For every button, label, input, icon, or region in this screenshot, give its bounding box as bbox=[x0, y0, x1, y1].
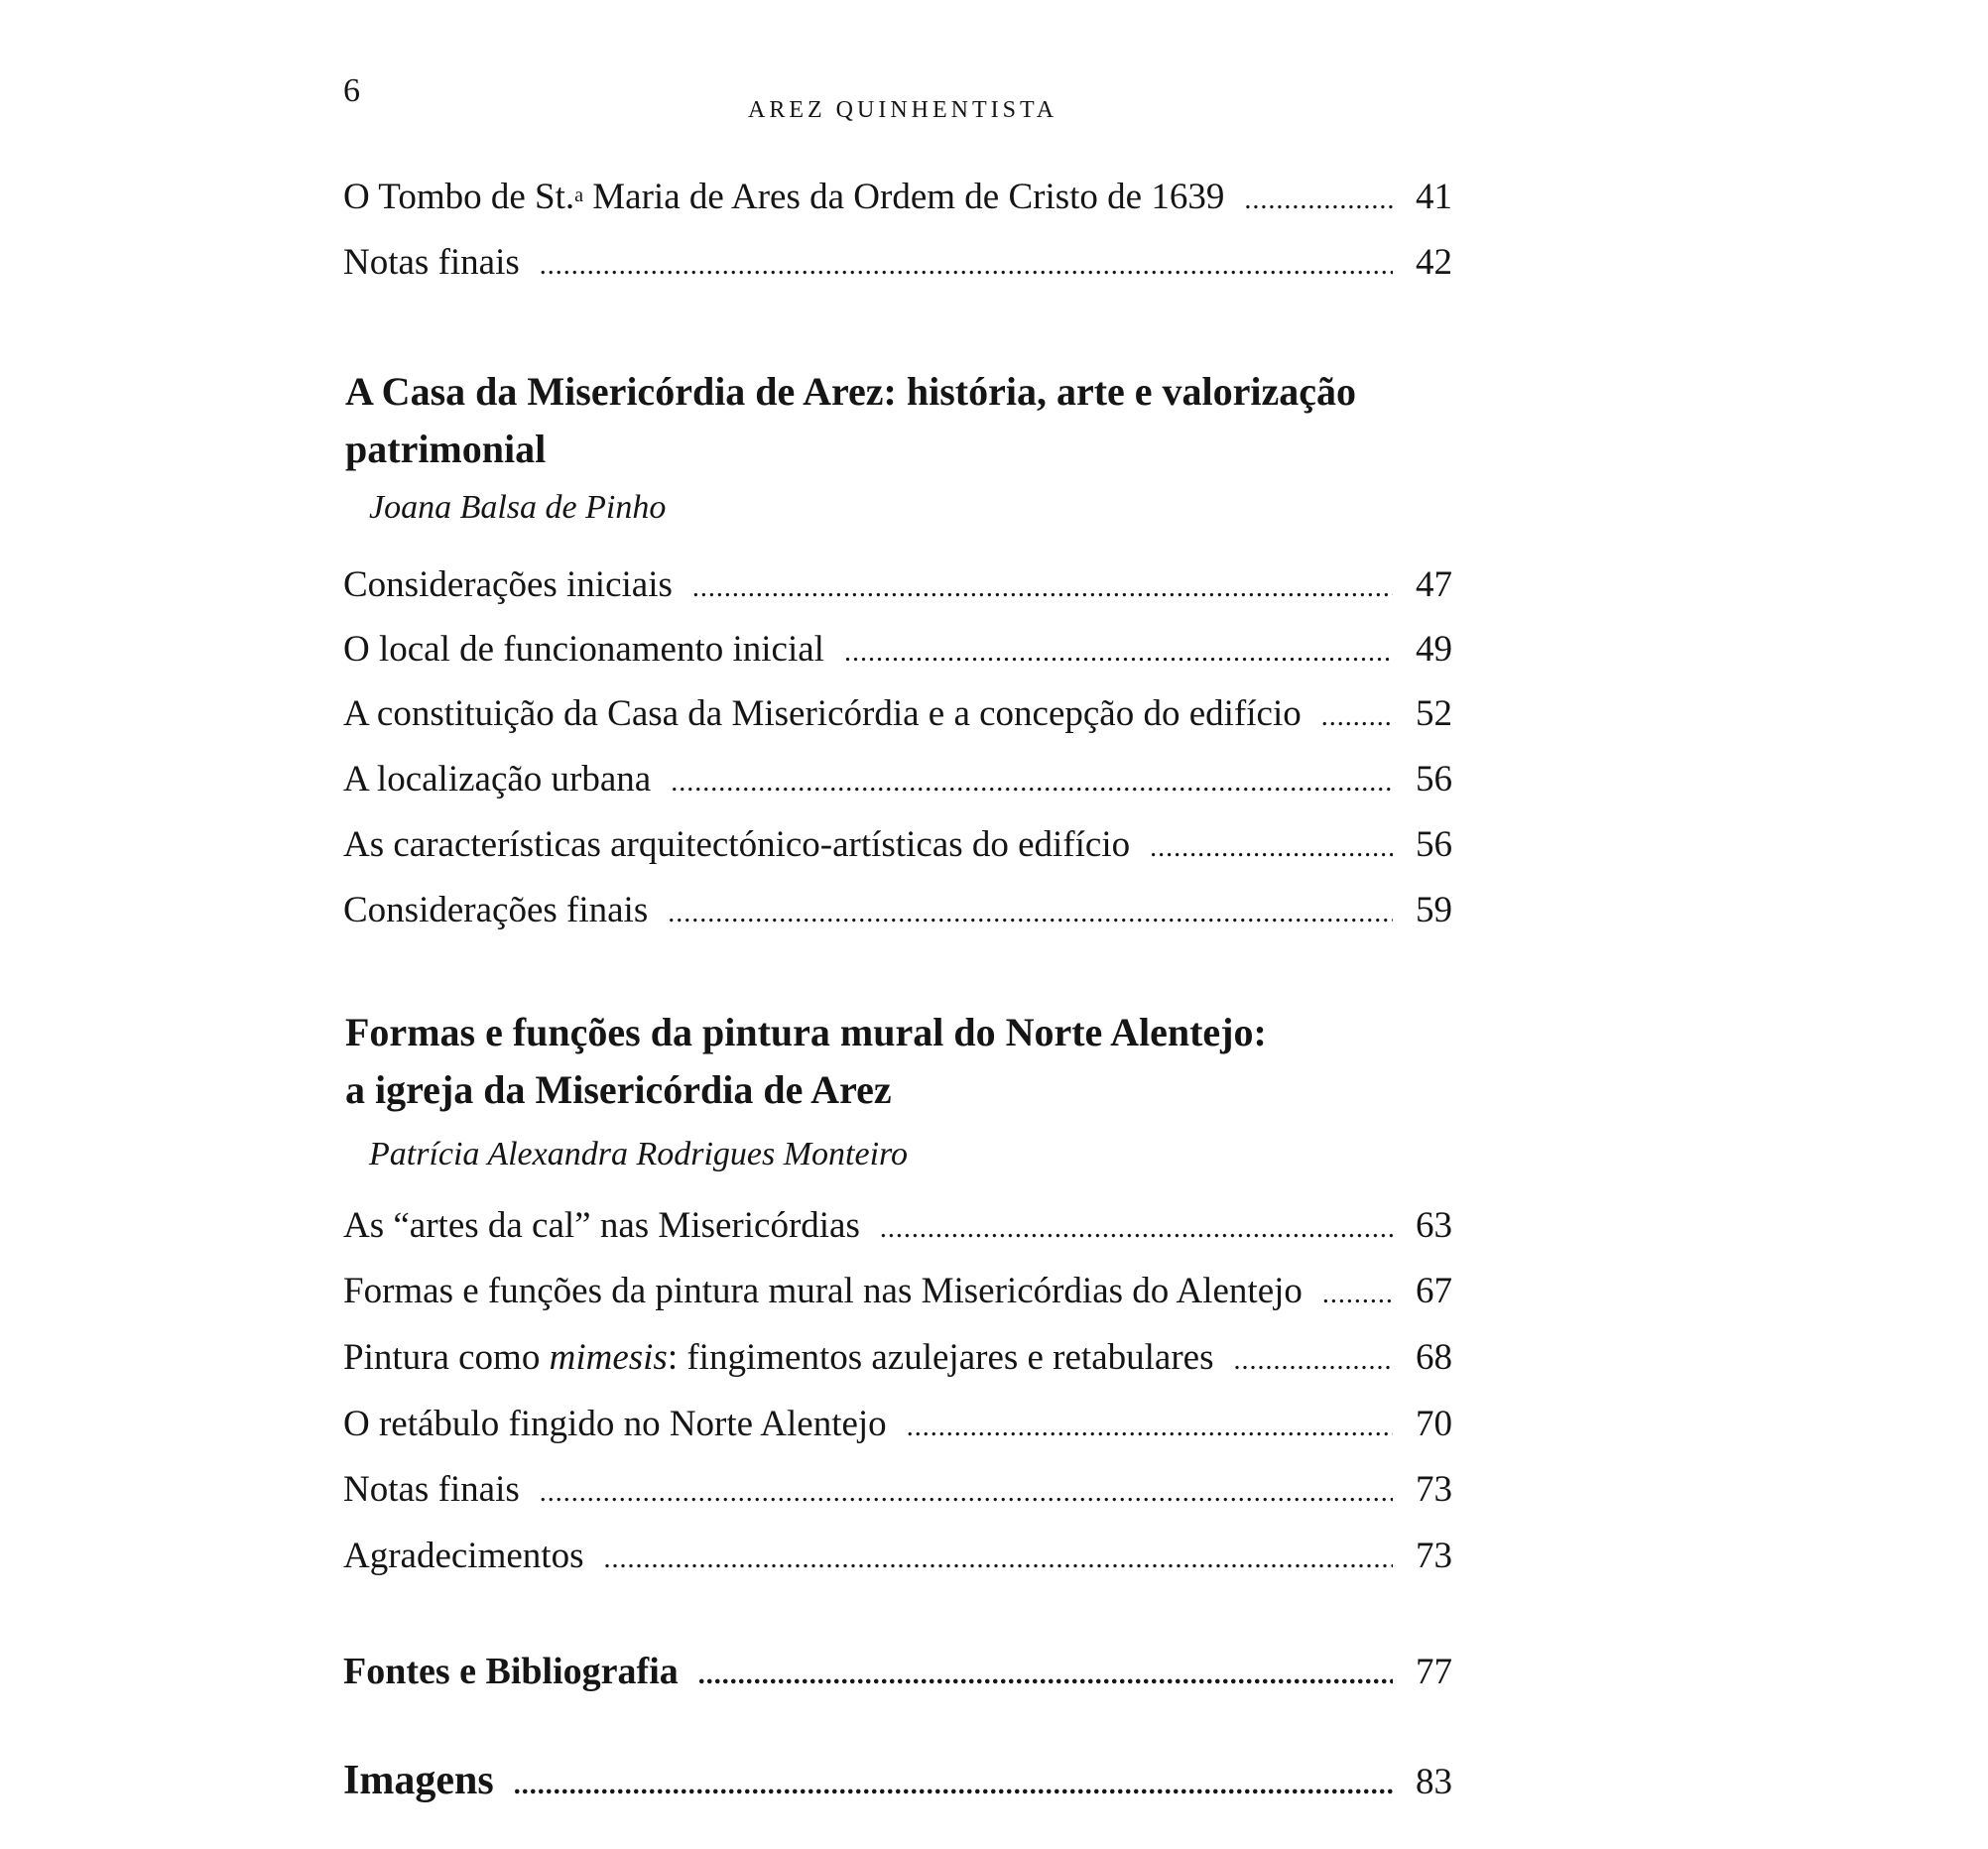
toc-entry-page: 56 bbox=[1416, 824, 1452, 865]
toc-entry-label: As “artes da cal” nas Misericórdias bbox=[343, 1205, 860, 1246]
toc-entry-page: 52 bbox=[1416, 693, 1452, 734]
dot-leader bbox=[692, 565, 1393, 611]
toc-entry-page: 42 bbox=[1416, 242, 1452, 283]
toc-entry bbox=[343, 240, 1452, 289]
toc-entry-label: A localização urbana bbox=[343, 759, 652, 800]
toc-entry-page: 59 bbox=[1416, 890, 1452, 930]
dot-leader bbox=[844, 630, 1393, 676]
toc-entry-page: 49 bbox=[1416, 629, 1452, 670]
section-title: A Casa da Misericórdia de Arez: história, arte e valorização patrimonial bbox=[345, 369, 1357, 471]
toc-entry bbox=[343, 1335, 1452, 1384]
toc-entry-page: 73 bbox=[1416, 1536, 1452, 1576]
toc-entry bbox=[343, 691, 1452, 740]
toc-entry-page: 56 bbox=[1416, 759, 1452, 800]
toc-entry-label: Pintura como mimesis: fingimentos azulejares e retabulares bbox=[343, 1337, 1214, 1378]
toc-entry bbox=[343, 1269, 1452, 1317]
dot-leader bbox=[514, 1763, 1393, 1808]
toc-entry bbox=[343, 1467, 1452, 1516]
dot-leader bbox=[671, 760, 1393, 805]
toc-entry-label: O retábulo fingido no Norte Alentejo bbox=[343, 1404, 887, 1444]
toc-entry-page: 70 bbox=[1416, 1404, 1452, 1444]
dot-leader bbox=[1322, 1272, 1393, 1317]
toc-entry-page: 73 bbox=[1416, 1469, 1452, 1510]
toc-entry bbox=[343, 822, 1452, 871]
toc-entry-label: As características arquitectónico-artísticas do edifício bbox=[343, 824, 1131, 865]
toc-entry bbox=[343, 757, 1452, 805]
toc-entry-label: Notas finais bbox=[343, 1469, 520, 1510]
toc-entry-page: 83 bbox=[1416, 1762, 1452, 1802]
toc-entry bbox=[343, 888, 1452, 936]
toc-entry-page: 67 bbox=[1416, 1271, 1452, 1311]
page-number: 6 bbox=[343, 72, 360, 109]
toc-entry-page: 63 bbox=[1416, 1205, 1452, 1246]
dot-leader bbox=[907, 1405, 1393, 1450]
toc-entry-bibliography bbox=[343, 1649, 1452, 1698]
toc-entry bbox=[343, 1402, 1452, 1450]
toc-entry-page: 77 bbox=[1416, 1652, 1452, 1692]
toc-entry-label: O Tombo de St.$^a$ Maria de Ares da Ordem de Cristo de 1639 bbox=[343, 177, 1225, 217]
dot-leader bbox=[698, 1653, 1393, 1698]
toc-entry-page: 68 bbox=[1416, 1337, 1452, 1378]
toc-entry-images bbox=[343, 1758, 1452, 1808]
dot-leader bbox=[1244, 178, 1393, 223]
toc-entry bbox=[343, 175, 1452, 223]
dot-leader bbox=[668, 891, 1393, 936]
dot-leader bbox=[540, 243, 1393, 289]
section-author: Joana Balsa de Pinho bbox=[369, 489, 667, 526]
section-title: Formas e funções da pintura mural do Norte Alentejo: a igreja da Misericórdia de Arez bbox=[345, 1010, 1267, 1112]
toc-entry bbox=[343, 627, 1452, 676]
toc-entry-label: Fontes e Bibliografia bbox=[343, 1651, 679, 1692]
toc-entry-label: A constituição da Casa da Misericórdia e a concepção do edifício bbox=[343, 693, 1302, 734]
toc-entry-label: Imagens bbox=[343, 1758, 494, 1803]
toc-entry-label: Agradecimentos bbox=[343, 1536, 584, 1576]
dot-leader bbox=[540, 1470, 1393, 1516]
dot-leader bbox=[1233, 1338, 1393, 1384]
toc-entry bbox=[343, 562, 1452, 611]
running-header: AREZ QUINHENTISTA bbox=[748, 97, 1058, 123]
toc-entry-page: 41 bbox=[1416, 177, 1452, 217]
toc-entry-label: Formas e funções da pintura mural nas Misericórdias do Alentejo bbox=[343, 1271, 1303, 1311]
toc-entry bbox=[343, 1534, 1452, 1582]
dot-leader bbox=[1150, 825, 1393, 871]
toc-entry bbox=[343, 1203, 1452, 1252]
toc-entry-label: Considerações iniciais bbox=[343, 564, 673, 605]
section-author: Patrícia Alexandra Rodrigues Monteiro bbox=[369, 1136, 908, 1172]
toc-entry-label: Considerações finais bbox=[343, 890, 649, 930]
dot-leader bbox=[1321, 694, 1393, 740]
toc-entry-label: O local de funcionamento inicial bbox=[343, 629, 824, 670]
dot-leader bbox=[603, 1537, 1393, 1582]
dot-leader bbox=[880, 1206, 1393, 1252]
toc-entry-page: 47 bbox=[1416, 564, 1452, 605]
toc-entry-label: Notas finais bbox=[343, 242, 520, 283]
